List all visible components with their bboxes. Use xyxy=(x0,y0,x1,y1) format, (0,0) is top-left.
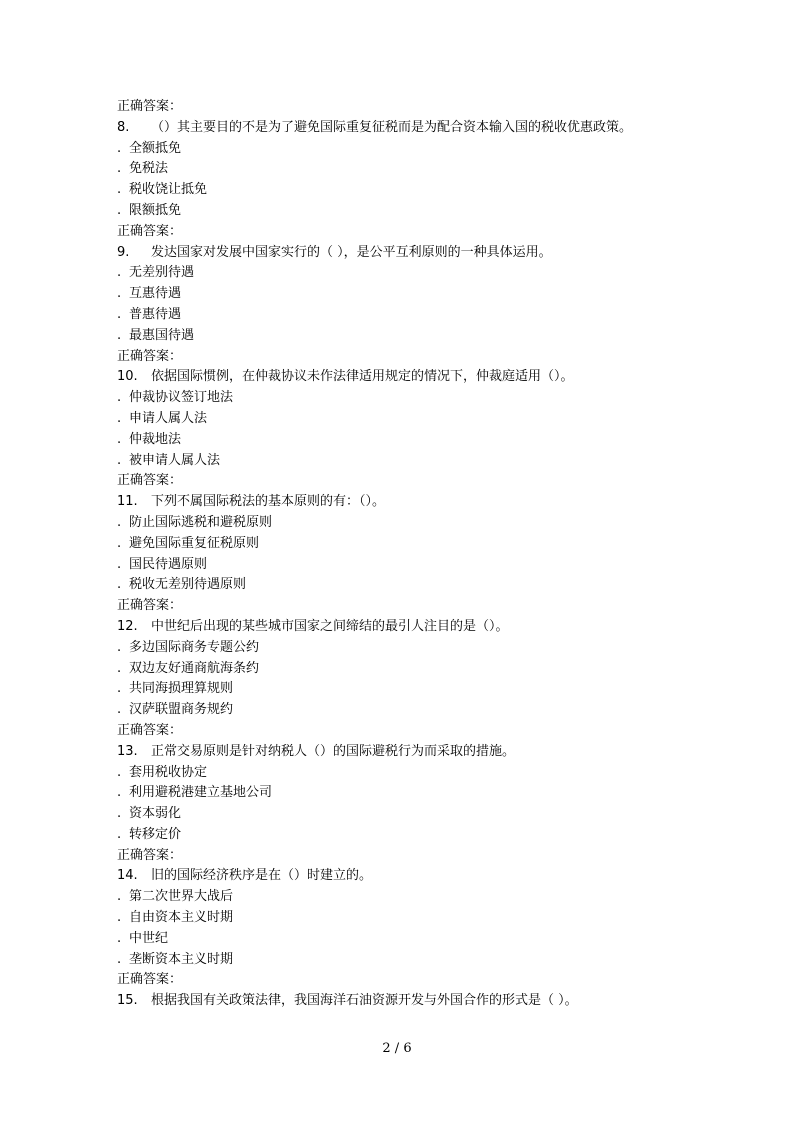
question-number: 11. xyxy=(117,494,138,510)
option-marker: . xyxy=(117,390,122,406)
option-marker: . xyxy=(117,265,122,281)
answer-line: 正确答案： xyxy=(117,847,183,863)
option xyxy=(117,305,737,326)
option xyxy=(117,763,737,784)
option xyxy=(117,388,737,409)
option-marker: . xyxy=(117,140,122,156)
option xyxy=(117,409,737,430)
question-number: 15. xyxy=(117,993,138,1009)
option-text: 限额抵免 xyxy=(129,202,182,218)
option-text: 自由资本主义时期 xyxy=(129,910,234,926)
option xyxy=(117,929,737,950)
option-text: 被申请人属人法 xyxy=(129,452,221,468)
option-marker: . xyxy=(117,785,122,801)
option xyxy=(117,575,737,596)
option-text: 仲裁地法 xyxy=(129,431,182,447)
option-marker: . xyxy=(117,806,122,822)
option-text: 汉萨联盟商务规约 xyxy=(129,702,234,718)
option-marker: . xyxy=(117,577,122,593)
option-text: 最惠国待遇 xyxy=(129,327,195,343)
option-marker: . xyxy=(117,410,122,426)
option-marker: . xyxy=(117,535,122,551)
answer-line: 正确答案： xyxy=(117,348,183,364)
option xyxy=(117,783,737,804)
option xyxy=(117,804,737,825)
answer-line: 正确答案： xyxy=(117,99,183,114)
option-marker: . xyxy=(117,702,122,718)
option-text: 双边友好通商航海条约 xyxy=(129,660,260,676)
option xyxy=(117,326,737,347)
option-marker: . xyxy=(117,452,122,468)
option xyxy=(117,263,737,284)
document-body xyxy=(117,97,737,1012)
option-marker: . xyxy=(117,639,122,655)
option-marker: . xyxy=(117,161,122,177)
option-text: 无差别待遇 xyxy=(129,265,195,281)
option xyxy=(117,638,737,659)
option xyxy=(117,430,737,451)
option xyxy=(117,700,737,721)
question-text: （）其主要目的不是为了避免国际重复征税而是为配合资本输入国的税收优惠政策。 xyxy=(151,119,633,135)
option-text: 普惠待遇 xyxy=(129,306,182,322)
option-text: 税收饶让抵免 xyxy=(129,182,208,198)
option-text: 第二次世界大战后 xyxy=(129,889,234,905)
question-number: 12. xyxy=(117,618,138,634)
option-text: 防止国际逃税和避税原则 xyxy=(129,514,273,530)
option-text: 垄断资本主义时期 xyxy=(129,951,234,967)
question-text: 旧的国际经济秩序是在（）时建立的。 xyxy=(151,868,373,884)
option xyxy=(117,201,737,222)
answer-line: 正确答案： xyxy=(117,223,183,239)
option-marker: . xyxy=(117,327,122,343)
option xyxy=(117,555,737,576)
option xyxy=(117,180,737,201)
option xyxy=(117,659,737,680)
option-text: 利用避税港建立基地公司 xyxy=(129,785,273,801)
page-number: 2 / 6 xyxy=(382,1041,412,1056)
option-marker: . xyxy=(117,764,122,780)
option-text: 税收无差别待遇原则 xyxy=(129,577,247,593)
option-text: 互惠待遇 xyxy=(129,286,182,302)
answer-line: 正确答案： xyxy=(117,972,183,988)
option-marker: . xyxy=(117,889,122,905)
option-text: 免税法 xyxy=(129,161,169,177)
option-text: 多边国际商务专题公约 xyxy=(129,639,260,655)
option-text: 避免国际重复征税原则 xyxy=(129,535,260,551)
option-text: 套用税收协定 xyxy=(129,764,208,780)
option-text: 全额抵免 xyxy=(129,140,182,156)
option-marker: . xyxy=(117,514,122,530)
question-number: 13. xyxy=(117,743,138,759)
option xyxy=(117,139,737,160)
question-number: 14. xyxy=(117,868,138,884)
answer-line: 正确答案： xyxy=(117,473,183,489)
option xyxy=(117,534,737,555)
question-text: 依据国际惯例，在仲裁协议未作法律适用规定的情况下，仲裁庭适用（）。 xyxy=(151,369,574,385)
question-number: 8. xyxy=(117,119,130,135)
option xyxy=(117,451,737,472)
option-marker: . xyxy=(117,681,122,697)
question-11 xyxy=(117,492,737,513)
option-text: 申请人属人法 xyxy=(129,410,208,426)
option-marker: . xyxy=(117,826,122,842)
option xyxy=(117,679,737,700)
question-13 xyxy=(117,742,737,763)
question-text: 下列不属国际税法的基本原则的有：（）。 xyxy=(151,494,386,510)
option-text: 国民待遇原则 xyxy=(129,556,208,572)
option-text: 中世纪 xyxy=(129,930,169,946)
option xyxy=(117,908,737,929)
option xyxy=(117,159,737,180)
option-marker: . xyxy=(117,930,122,946)
option-marker: . xyxy=(117,556,122,572)
option-marker: . xyxy=(117,306,122,322)
question-8 xyxy=(117,118,737,139)
question-number: 10. xyxy=(117,369,138,385)
question-12 xyxy=(117,617,737,638)
option-marker: . xyxy=(117,910,122,926)
answer-line: 正确答案： xyxy=(117,598,183,614)
option-text: 仲裁协议签订地法 xyxy=(129,390,234,406)
answer-line: 正确答案： xyxy=(117,722,183,738)
option-marker: . xyxy=(117,182,122,198)
question-text: 中世纪后出现的某些城市国家之间缔结的最引人注目的是（）。 xyxy=(151,618,509,634)
option-marker: . xyxy=(117,431,122,447)
option xyxy=(117,284,737,305)
option xyxy=(117,825,737,846)
question-number: 9. xyxy=(117,244,130,260)
option-marker: . xyxy=(117,202,122,218)
option-marker: . xyxy=(117,951,122,967)
option xyxy=(117,513,737,534)
option-marker: . xyxy=(117,286,122,302)
option-text: 转移定价 xyxy=(129,826,182,842)
question-15 xyxy=(117,991,737,1012)
option xyxy=(117,887,737,908)
option-text: 资本弱化 xyxy=(129,806,182,822)
question-9 xyxy=(117,243,737,264)
question-14 xyxy=(117,866,737,887)
option xyxy=(117,950,737,971)
option-marker: . xyxy=(117,660,122,676)
question-text: 发达国家对发展中国家实行的（ ），是公平互利原则的一种具体运用。 xyxy=(151,244,552,260)
question-text: 根据我国有关政策法律，我国海洋石油资源开发与外国合作的形式是（ ）。 xyxy=(151,993,578,1009)
question-10 xyxy=(117,367,737,388)
question-text: 正常交易原则是针对纳税人（）的国际避税行为而采取的措施。 xyxy=(151,743,516,759)
option-text: 共同海损理算规则 xyxy=(129,681,234,697)
